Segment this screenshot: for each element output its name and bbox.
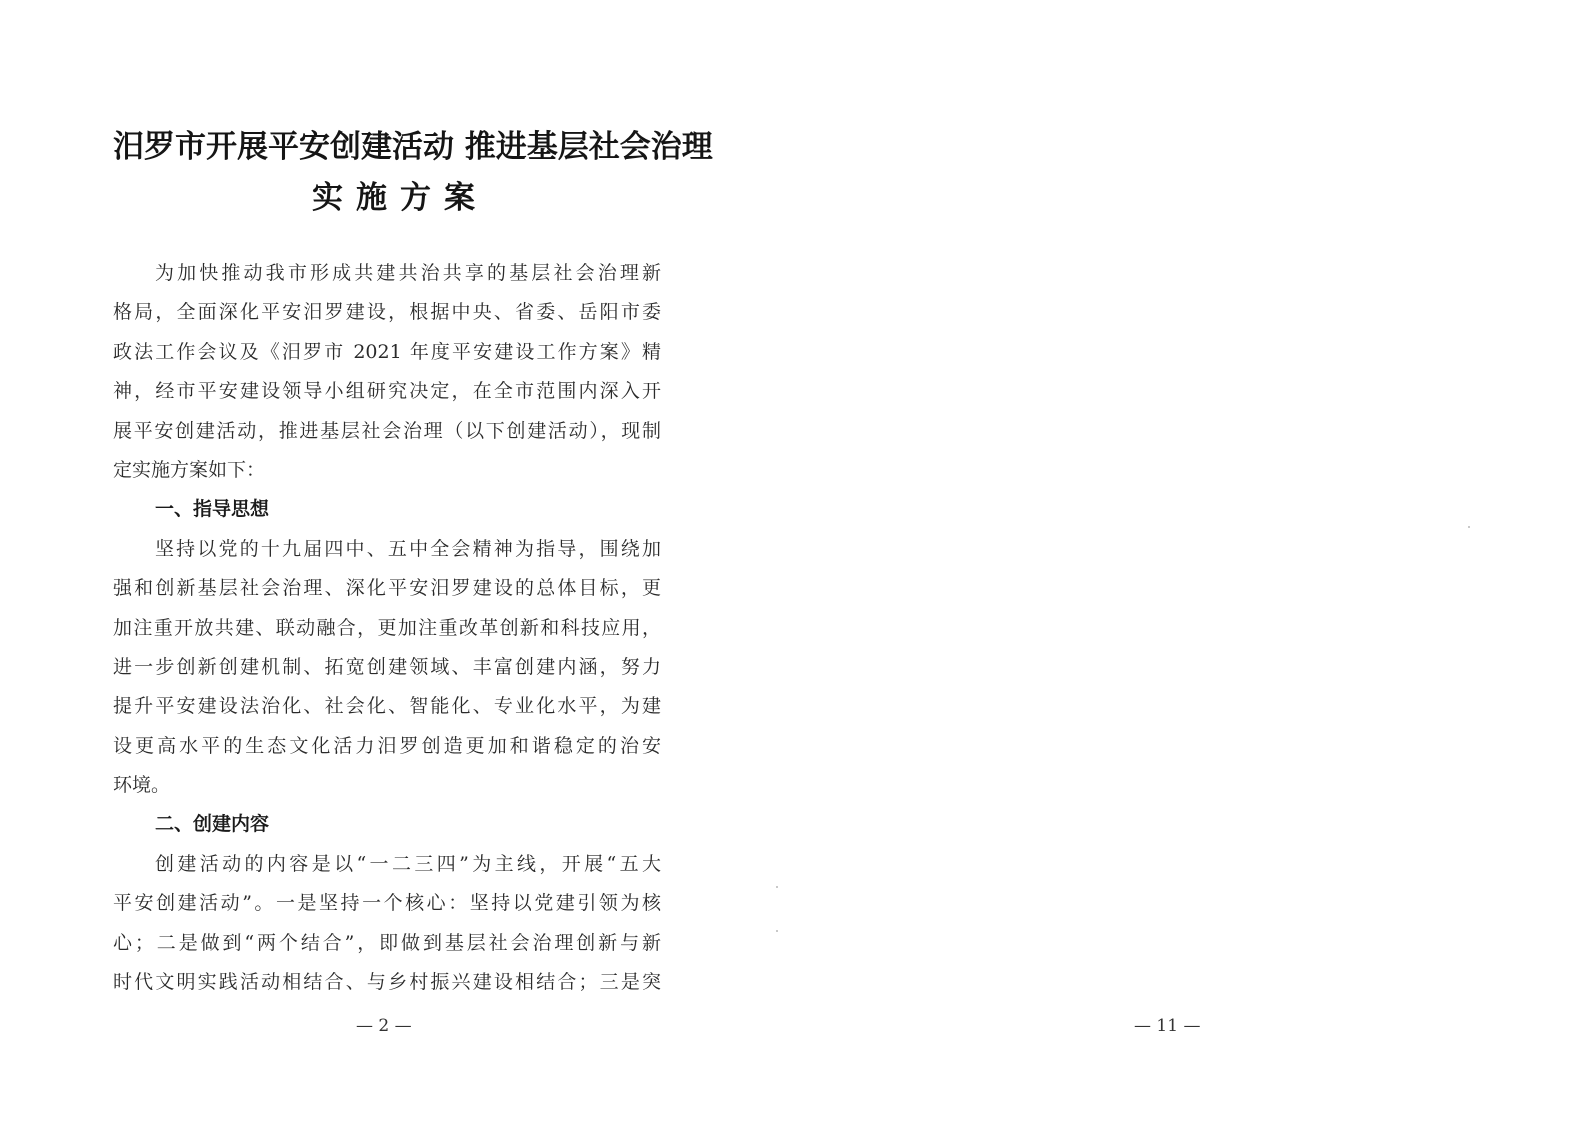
section-heading: 二、创建内容 xyxy=(155,813,270,836)
body-line: 平安创建活动”。一是坚持一个核心：坚持以党建引领为核 xyxy=(113,892,661,915)
body-line: 创建活动的内容是以“一二三四”为主线，开展“五大 xyxy=(155,852,661,875)
page-number-right: — 11 — xyxy=(1134,1016,1201,1036)
body-line: 展平安创建活动，推进基层社会治理（以下创建活动），现制 xyxy=(113,419,661,442)
document-title-line1: 汨罗市开展平安创建活动 推进基层社会治理 xyxy=(113,129,713,165)
body-line: 定实施方案如下： xyxy=(113,458,266,481)
right-page xyxy=(780,0,1586,1121)
section-heading: 一、指导思想 xyxy=(155,498,270,521)
body-line: 进一步创新创建机制、拓宽创建领域、丰富创建内涵，努力 xyxy=(113,655,661,678)
body-line: 时代文明实践活动相结合、与乡村振兴建设相结合；三是突 xyxy=(113,971,661,994)
body-text xyxy=(113,254,661,1002)
body-line: 格局，全面深化平安汨罗建设，根据中央、省委、岳阳市委 xyxy=(113,301,661,324)
body-line: 环境。 xyxy=(113,774,171,797)
body-line: 提升平安建设法治化、社会化、智能化、专业化水平，为建 xyxy=(113,695,661,718)
body-line: 心；二是做到“两个结合”，即做到基层社会治理创新与新 xyxy=(113,931,661,954)
body-line: 政法工作会议及《汨罗市 2021 年度平安建设工作方案》精 xyxy=(113,340,661,363)
body-line: 为加快推动我市形成共建共治共享的基层社会治理新 xyxy=(155,262,661,284)
body-line: 强和创新基层社会治理、深化平安汨罗建设的总体目标，更 xyxy=(113,577,661,600)
body-line: 坚持以党的十九届四中、五中全会精神为指导，围绕加 xyxy=(155,537,661,560)
body-line: 设更高水平的生态文化活力汨罗创造更加和谐稳定的治安 xyxy=(113,734,661,757)
document-title-line2: 实施方案 xyxy=(312,180,488,216)
body-line: 加注重开放共建、联动融合，更加注重改革创新和科技应用， xyxy=(113,616,661,639)
body-line: 神，经市平安建设领导小组研究决定，在全市范围内深入开 xyxy=(113,380,661,403)
page-number-left: — 2 — xyxy=(356,1016,412,1036)
scan-speck xyxy=(776,886,778,888)
left-page xyxy=(0,0,780,1121)
scan-speck xyxy=(776,930,778,932)
scan-speck xyxy=(1468,526,1470,528)
